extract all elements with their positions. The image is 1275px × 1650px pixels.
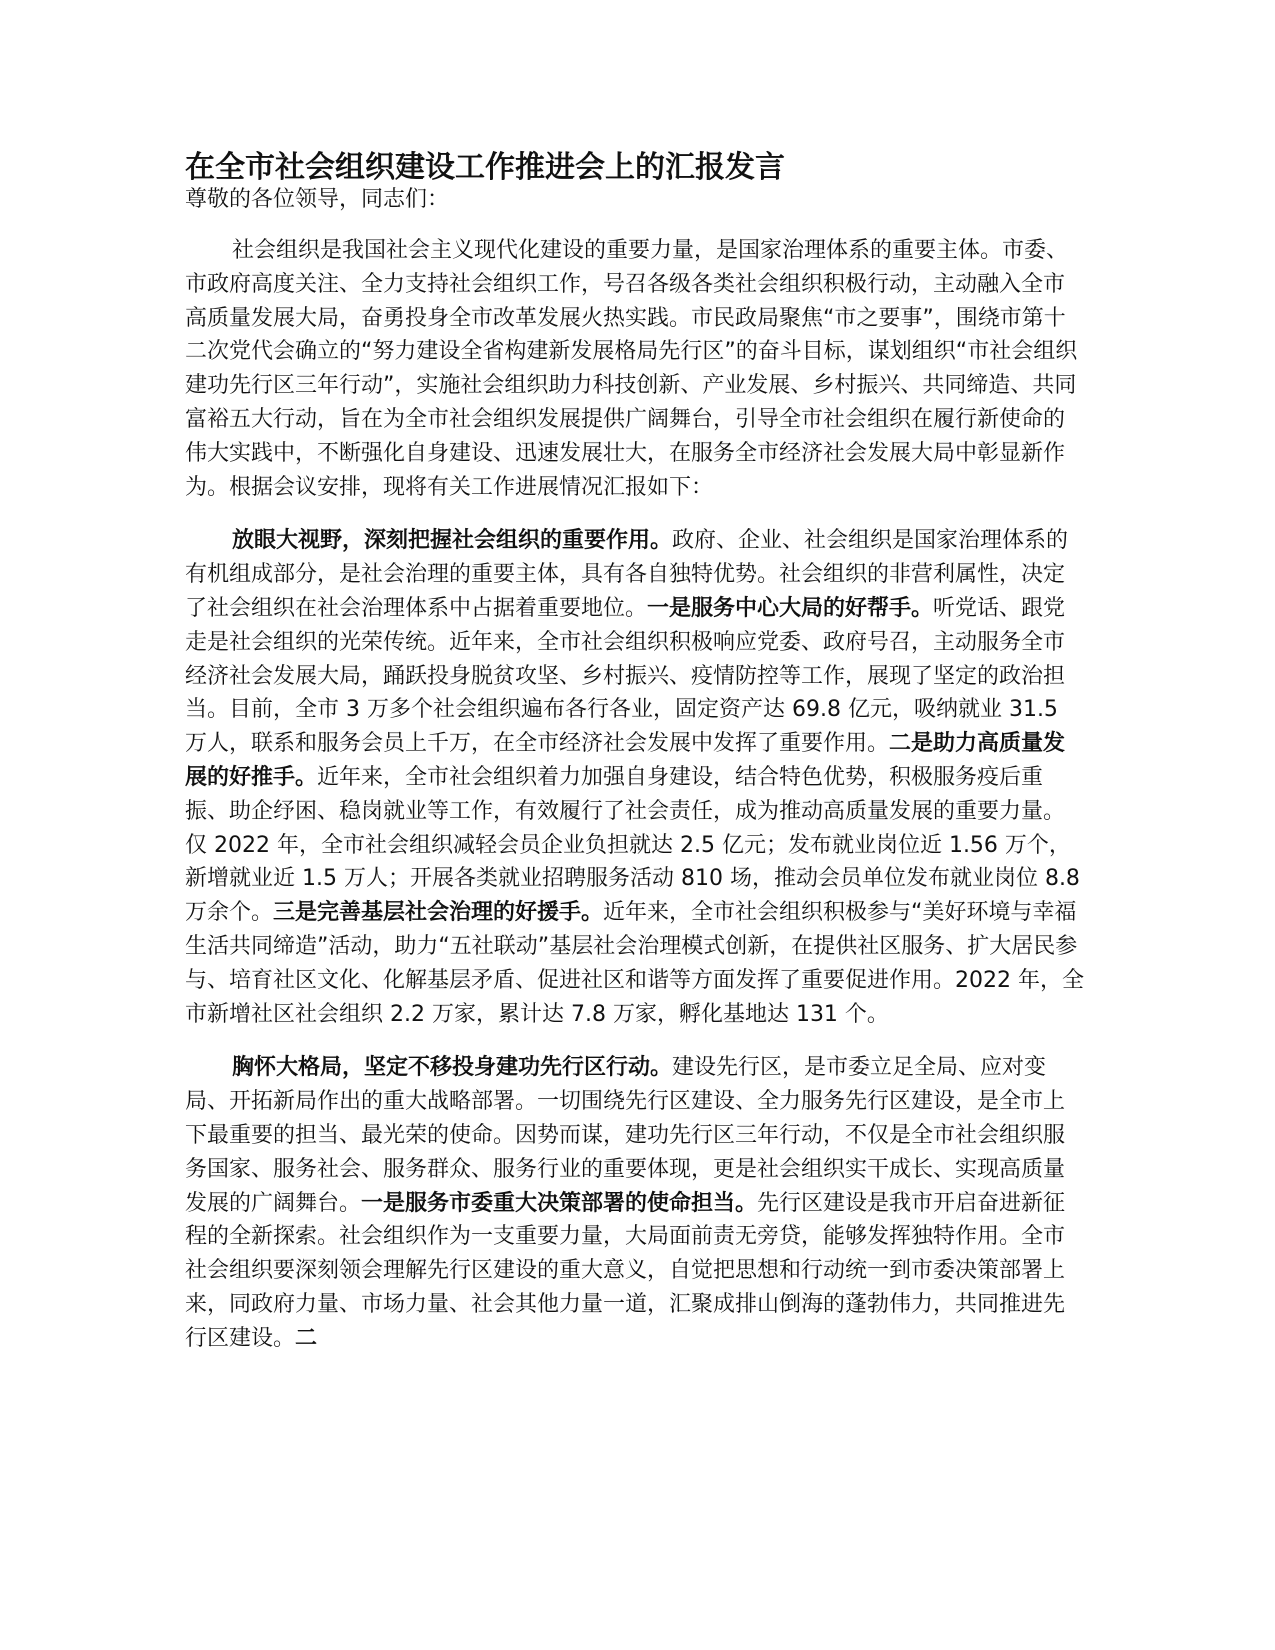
paragraph-text: 建设先行区，是市委立足全局、应对变局、开拓新局作出的重大战略部署。一切围绕先行区建设、全力服务先行区建设，是全市上下最重要的担当、最光荣的使命。因势而谋，建功先行区三年行动，不仅是全市社会组织服务国家、服务社会、服务群众、服务行业的重要体现，更是社会组织实干成长、实现高质量发展的广阔舞台。 <box>185 1055 1066 1216</box>
paragraph-text: 先行区建设是我市开启奋进新征程的全新探索。社会组织作为一支重要力量，大局面前责无旁贷，能够发挥独特作用。全市社会组织要深刻领会理解先行区建设的重大意义，自觉把思想和行动统一到市委决策部署上来，同政府力量、市场力量、社会其他力量一道，汇聚成排山倒海的蓬勃伟力，共同推进先行区建设。 <box>185 1190 1066 1351</box>
paragraph-text: 近年来，全市社会组织积极参与“美好环境与幸福生活共同缔造”活动，助力“五社联动”基层社会治理模式创新，在提供社区服务、扩大居民参与、培育社区文化、化解基层矛盾、促进社区和谐等方面发挥了重要促进作用。2022 年，全市新增社区社会组织 2.2 万家，累计达 7.8 万家，孵化基地达 131 个。 <box>185 900 1084 1027</box>
salutation: 尊敬的各位领导，同志们： <box>185 187 450 212</box>
paragraph-section-2 <box>185 1051 1085 1355</box>
paragraph-text: 近年来，全市社会组织着力加强自身建设，结合特色优势，积极服务疫后重振、助企纾困、稳岗就业等工作，有效履行了社会责任，成为推动高质量发展的重要力量。仅 2022 年，全市社会组织减轻会员企业负担就达 2.5 亿元；发布就业岗位近 1.56 万个，新增就业近 1.5 万人；开展各类就业招聘服务活动 810 场，推动会员单位发布就业岗位 8.8 万余个。 <box>185 764 1080 926</box>
paragraph-section-1 <box>185 524 1085 1031</box>
point-heading: 一是服务中心大局的好帮手。 <box>647 595 934 621</box>
point-heading: 一是服务市委重大决策部署的使命担当。 <box>361 1190 758 1216</box>
point-heading: 二 <box>295 1325 318 1351</box>
section-heading: 放眼大视野，深刻把握社会组织的重要作用。 <box>232 528 673 554</box>
document-body <box>185 150 1085 1376</box>
paragraph-text: 政府、企业、社会组织是国家治理体系的有机组成部分，是社会治理的重要主体，具有各自独特优势。社会组织的非营利属性，决定了社会组织在社会治理体系中占据着重要地位。 <box>185 528 1069 621</box>
paragraph-text: 听党话、跟党走是社会组织的光荣传统。近年来，全市社会组织积极响应党委、政府号召，主动服务全市经济社会发展大局，踊跃投身脱贫攻坚、乡村振兴、疫情防控等工作，展现了坚定的政治担当。目前，全市 3 万多个社会组织遍布各行各业，固定资产达 69.8 亿元，吸纳就业 31.5 万人，联系和服务会员上千万，在全市经济社会发展中发挥了重要作用。 <box>185 595 1066 757</box>
page-title: 在全市社会组织建设工作推进会上的汇报发言 <box>185 150 785 185</box>
paragraph-text: 社会组织是我国社会主义现代化建设的重要力量，是国家治理体系的重要主体。市委、市政府高度关注、全力支持社会组织工作，号召各级各类社会组织积极行动，主动融入全市高质量发展大局，奋勇投身全市改革发展火热实践。市民政局聚焦“市之要事”，围绕市第十二次党代会确立的“努力建设全省构建新发展格局先行区”的奋斗目标，谋划组织“市社会组织建功先行区三年行动”，实施社会组织助力科技创新、产业发展、乡村振兴、共同缔造、共同富裕五大行动，旨在为全市社会组织发展提供广阔舞台，引导全市社会组织在履行新使命的伟大实践中，不断强化自身建设、迅速发展壮大，在服务全市经济社会发展大局中彰显新作为。根据会议安排，现将有关工作进展情况汇报如下： <box>185 238 1078 500</box>
section-heading: 胸怀大格局，坚定不移投身建功先行区行动。 <box>232 1055 673 1081</box>
point-heading: 三是完善基层社会治理的好援手。 <box>273 900 604 926</box>
point-heading: 二是助力高质量发展的好推手。 <box>185 731 1066 790</box>
paragraph-intro <box>185 234 1085 504</box>
